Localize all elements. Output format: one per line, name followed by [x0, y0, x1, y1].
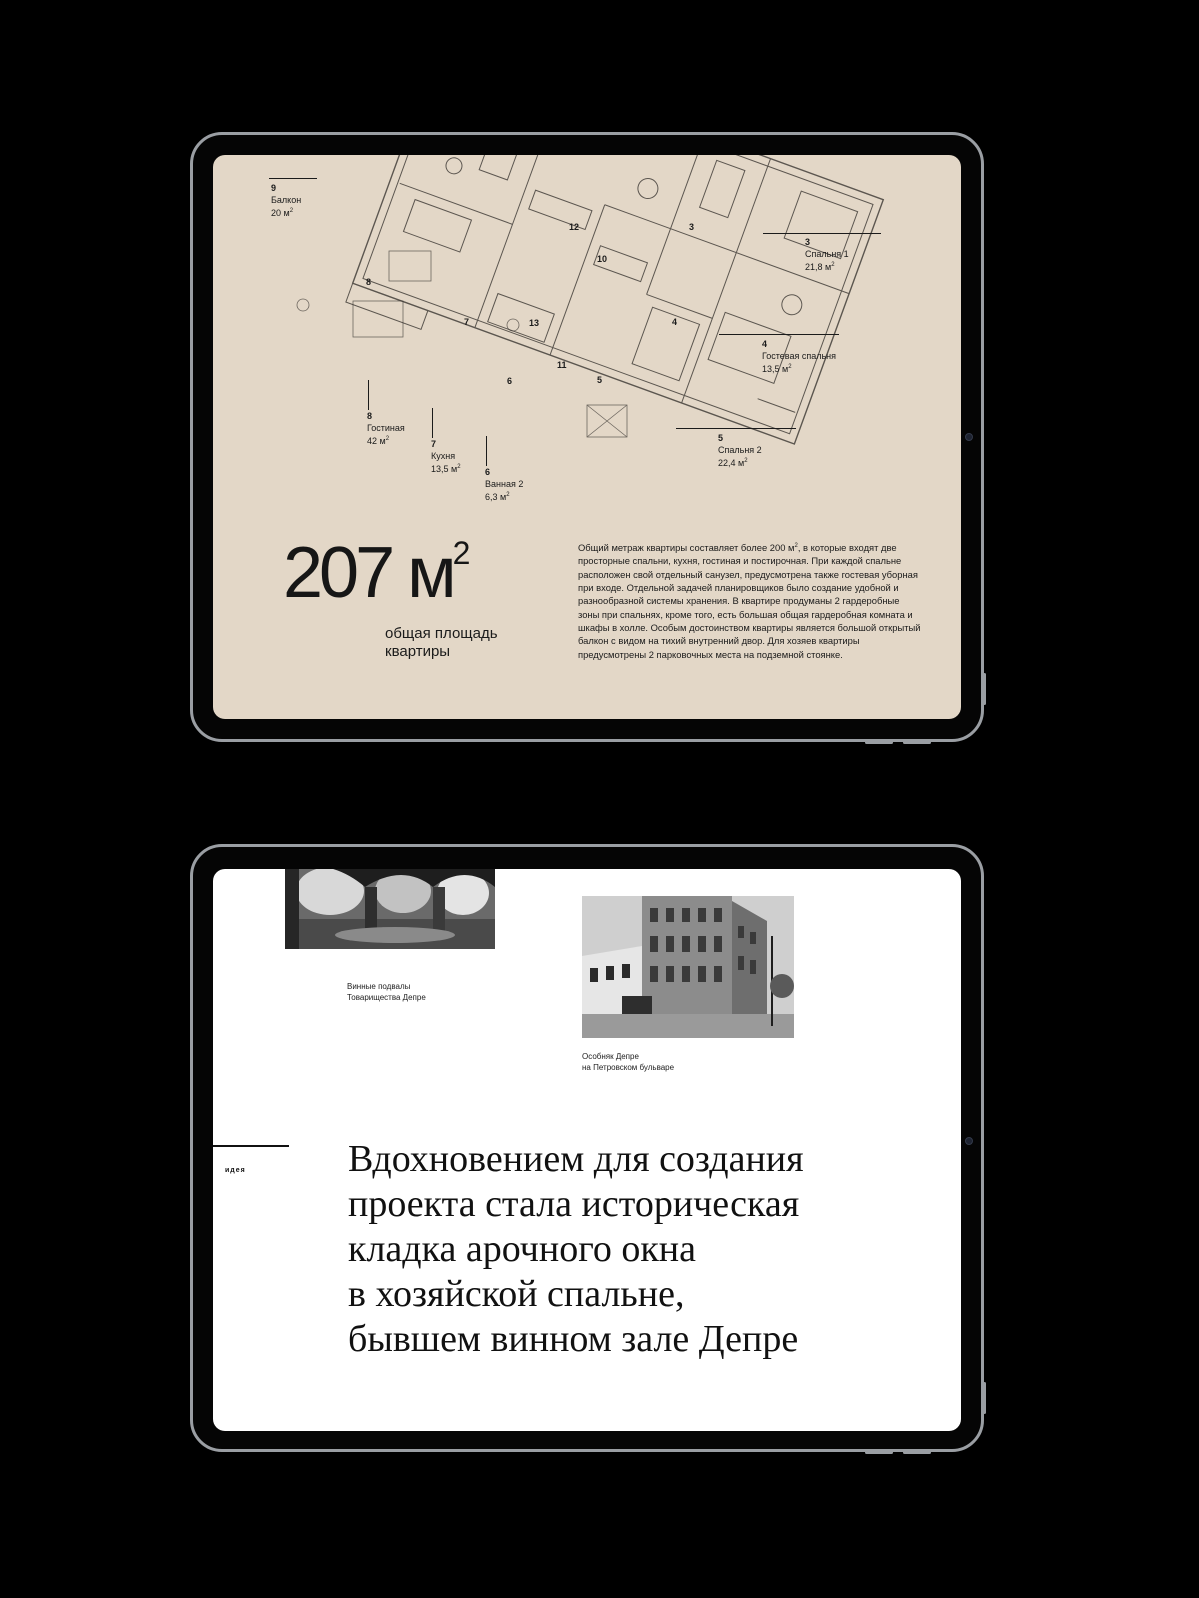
room-label-guest-bedroom: 4 Гостевая спальня 13,5 $м^2$ [762, 339, 837, 374]
plan-number: 13 [529, 318, 540, 328]
plan-number: 11 [557, 360, 567, 370]
inspiration-quote: Вдохновением для создания проекта стала историческая кладка арочного окна в хозяйской спальне, бывшем винном зале Депре [348, 1138, 804, 1360]
wine-cellar-caption: Винные подвалы Товарищества Депре [347, 982, 426, 1002]
wine-cellar-photo [285, 869, 495, 949]
leader-line [432, 408, 433, 438]
tablet-bottom [190, 844, 984, 1452]
volume-button [865, 1451, 893, 1454]
leader-line [676, 428, 796, 429]
plan-number: 7 [464, 317, 470, 327]
leader-line [486, 436, 487, 466]
room-label-bedroom-1: 3 Спальня 1 21,8 $м^2$ [805, 237, 849, 272]
plan-number: 5 [597, 375, 603, 385]
plan-number: 3 [689, 222, 695, 232]
side-button [983, 1382, 986, 1414]
plan-number: 6 [507, 376, 513, 386]
leader-line [763, 233, 881, 234]
history-screen [213, 869, 961, 1431]
total-area-value: 207 $м^2$ [283, 533, 471, 613]
plan-number: 12 [569, 222, 580, 232]
wine-cellar-image [285, 869, 495, 949]
plan-number: 8 [366, 277, 372, 287]
volume-button [903, 741, 931, 744]
depre-mansion-image [582, 896, 794, 1038]
plan-number: 4 [672, 317, 678, 327]
tablet-top [190, 132, 984, 742]
depre-mansion-photo [582, 896, 794, 1038]
volume-button [865, 741, 893, 744]
leader-line [719, 334, 839, 335]
plan-number: 10 [597, 254, 608, 264]
section-divider [213, 1145, 289, 1147]
floor-plan-screen [213, 155, 961, 719]
room-label-bathroom-2: 6 Ванная 2 6,3 $м^2$ [485, 467, 524, 502]
camera [965, 1137, 973, 1145]
room-label-living-room: 8 Гостиная 42 $м^2$ [367, 411, 405, 446]
leader-line [368, 380, 369, 410]
room-label-kitchen: 7 Кухня 13,5 $м^2$ [431, 439, 461, 474]
section-label: идея [225, 1167, 246, 1174]
volume-button [903, 1451, 931, 1454]
side-button [983, 673, 986, 705]
room-label-balcony: 9 Балкон 20 $м^2$ [271, 183, 302, 218]
depre-mansion-caption: Особняк Депре на Петровском бульваре [582, 1052, 675, 1072]
camera [965, 433, 973, 441]
apartment-description: Общий метраж квартиры составляет более 200 $м^2$, в которые входят две просторные спальни, кухня, гостиная и постирочная. При каждой спальне расположен свой отдельный санузел, предусмотрена также гостевая уборная при входе. Отдельной задачей планировщиков было создание удобной и разнообразной системы хранения. В квартире продуманы 2 гардеробные зоны при спальнях, кроме того, есть большая общая гардеробная комната и шкафы в холле. Особым достоинством квартиры является большой открытый балкон с видом на тихий внутренний двор. Для хозяев квартиры предусмотрены 2 парковочных места на подземной стоянке. [578, 542, 921, 660]
leader-line [269, 178, 317, 179]
total-area-caption: общая площадь квартиры [385, 625, 498, 660]
room-label-bedroom-2: 5 Спальня 2 22,4 $м^2$ [718, 433, 762, 468]
